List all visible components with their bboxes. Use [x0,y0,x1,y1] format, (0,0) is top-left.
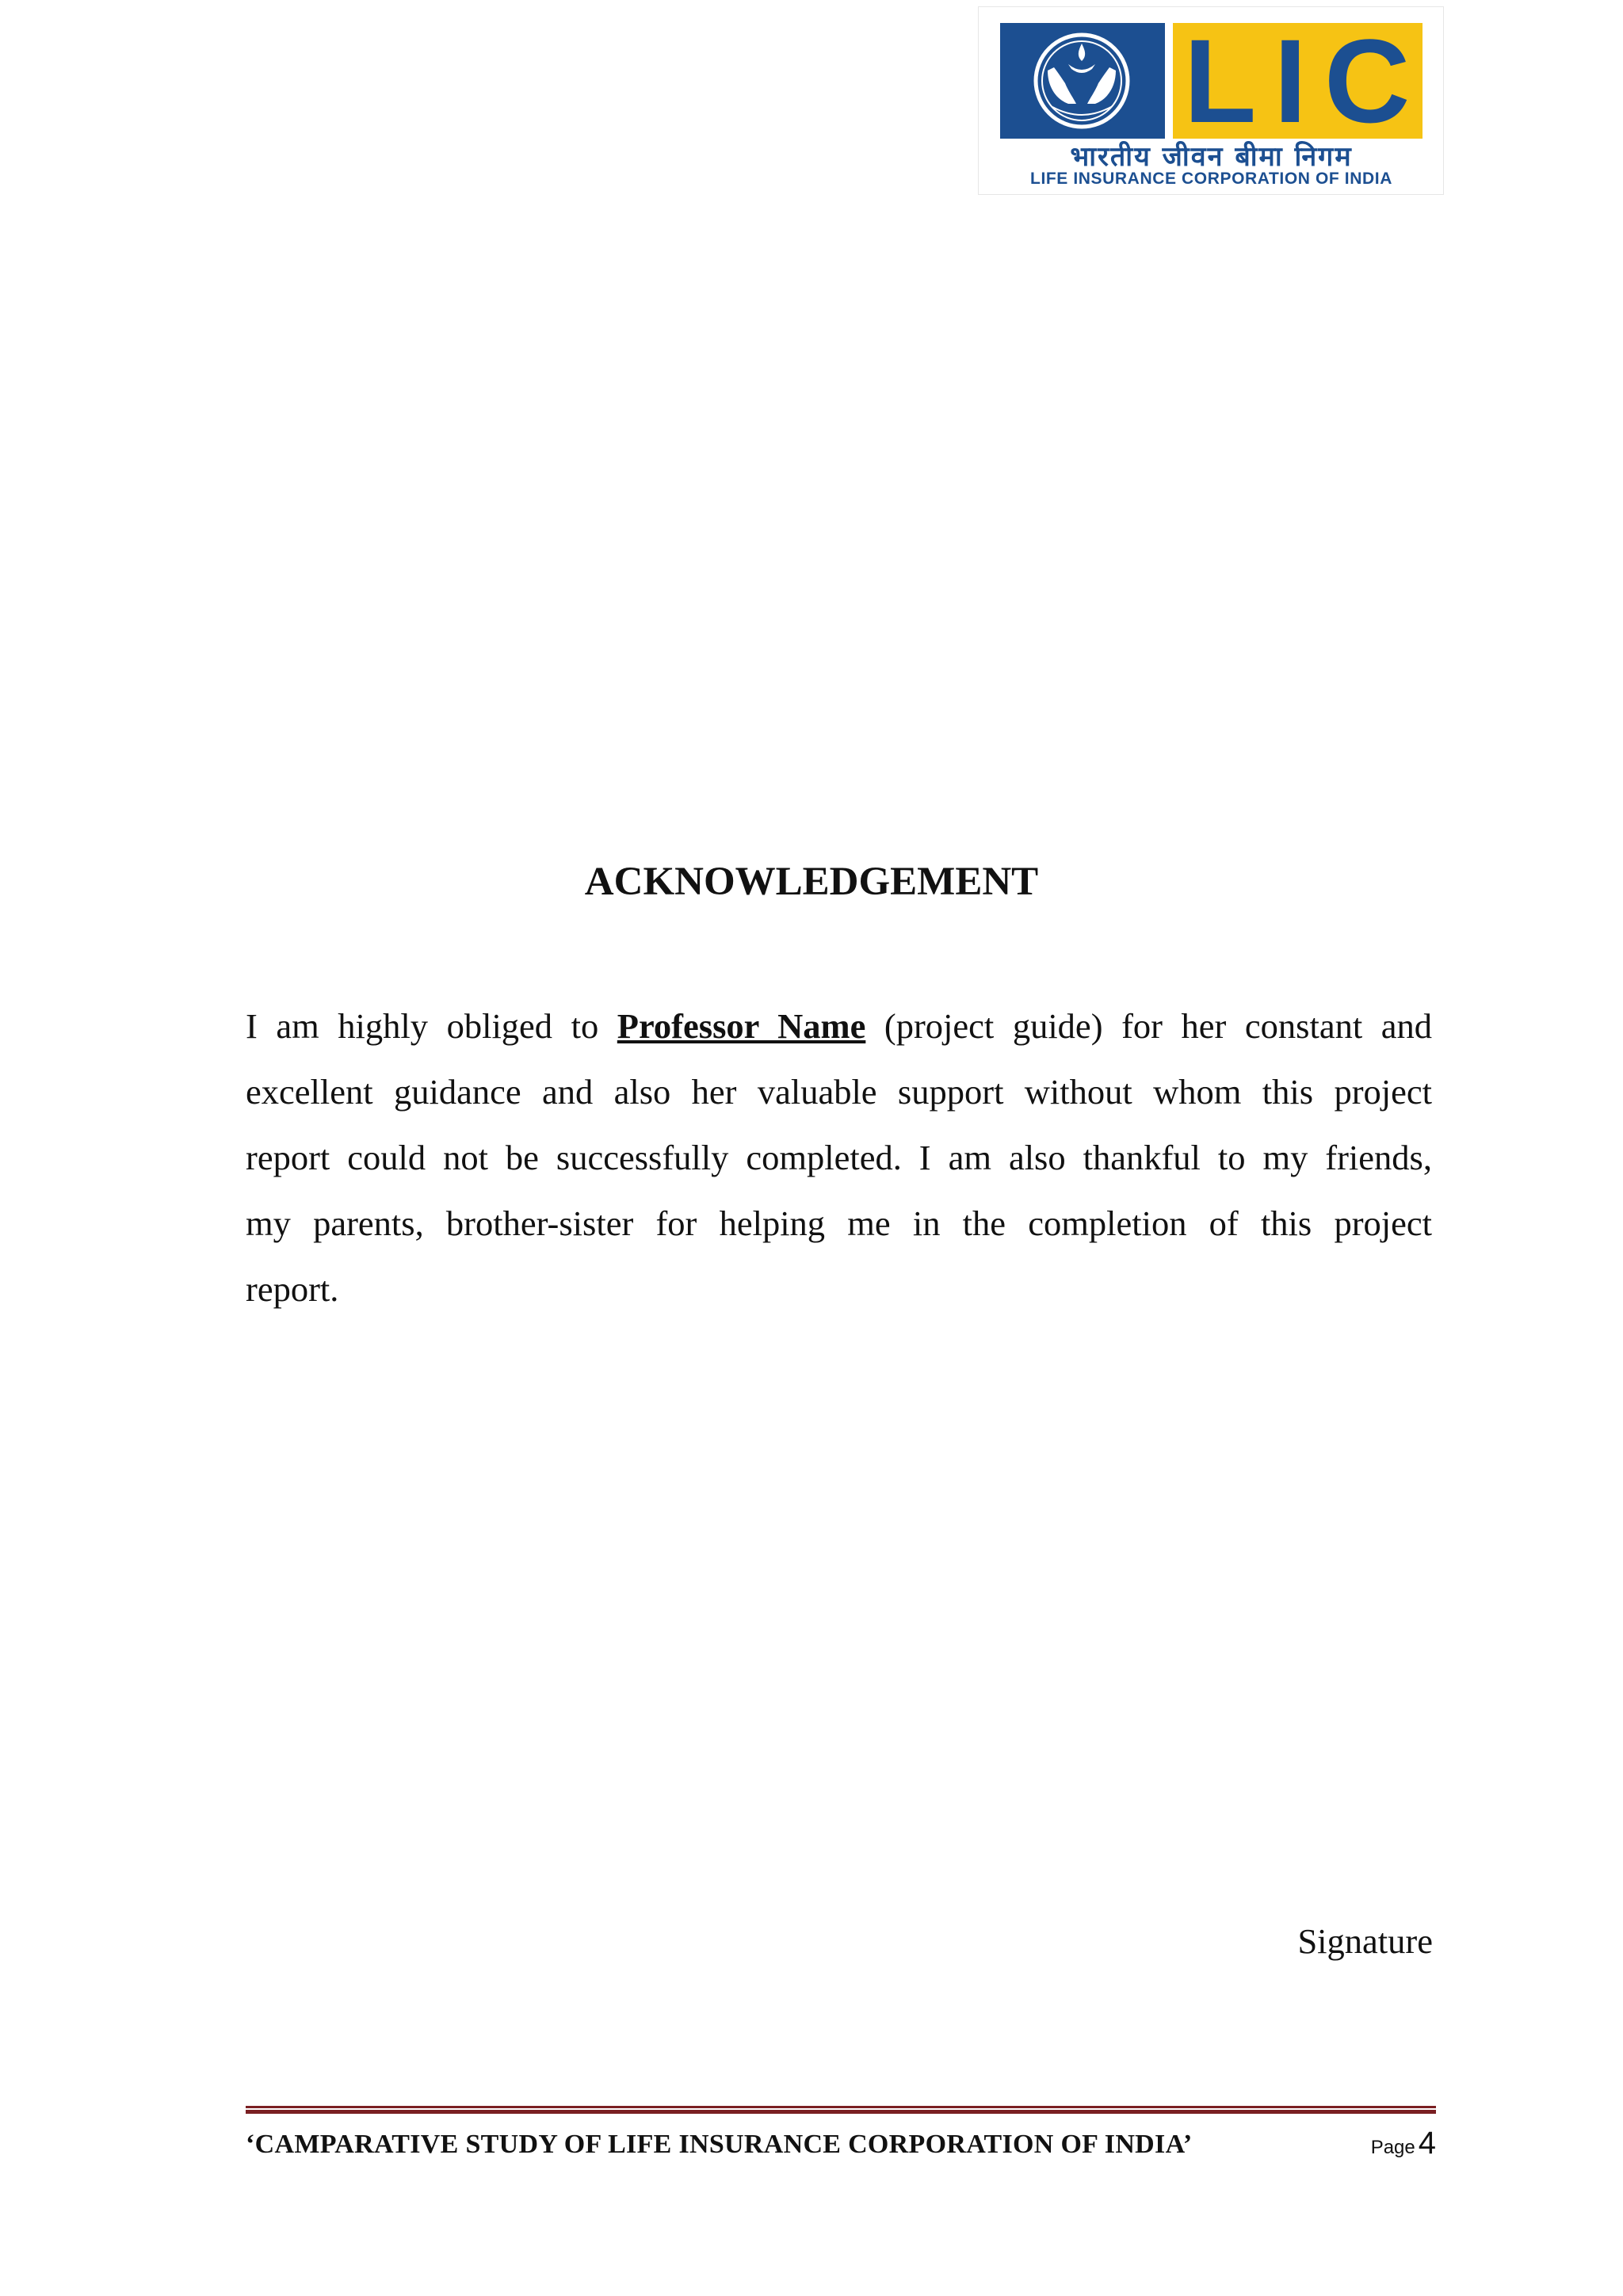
paragraph-line-5: report. [246,1269,339,1309]
logo-emblem-panel [1000,23,1165,139]
page-number: 4 [1418,2126,1436,2161]
logo-english-name: LIFE INSURANCE CORPORATION OF INDIA [1030,170,1392,188]
paragraph-line-3: report could not be successfully completed. I am also thankful to my friends, [246,1138,1432,1177]
logo-brand-panel [1173,14,1428,147]
guide-name: Professor Name [617,1006,866,1046]
page-title: ACKNOWLEDGEMENT [584,860,1039,904]
paragraph-line-4: my parents, brother-sister for helping me in the completion of this project [246,1203,1432,1243]
footer-divider-thin [246,2106,1436,2108]
footer-document-title: ‘CAMPARATIVE STUDY OF LIFE INSURANCE CORPORATION OF INDIA’ [246,2130,1193,2159]
page-label: Page [1370,2137,1415,2158]
paragraph-text: (project guide) for her constant and [865,1006,1432,1046]
footer-divider [246,2106,1436,2115]
logo-brand-text: LIC [1183,14,1428,147]
logo-hindi-name: भारतीय जीवन बीमा निगम [1070,141,1353,173]
lic-logo [978,6,1444,195]
paragraph-text: I am highly obliged to [246,1006,617,1046]
acknowledgement-paragraph [246,994,1432,1322]
footer-page-number [1371,2123,1436,2170]
paragraph-line-2: excellent guidance and also her valuable support without whom this project [246,1072,1432,1112]
hands-lamp-icon [1030,31,1133,131]
footer-divider-thick [246,2110,1436,2114]
paragraph-line-1 [246,994,1432,1059]
signature-label: Signature [1297,1921,1433,1961]
